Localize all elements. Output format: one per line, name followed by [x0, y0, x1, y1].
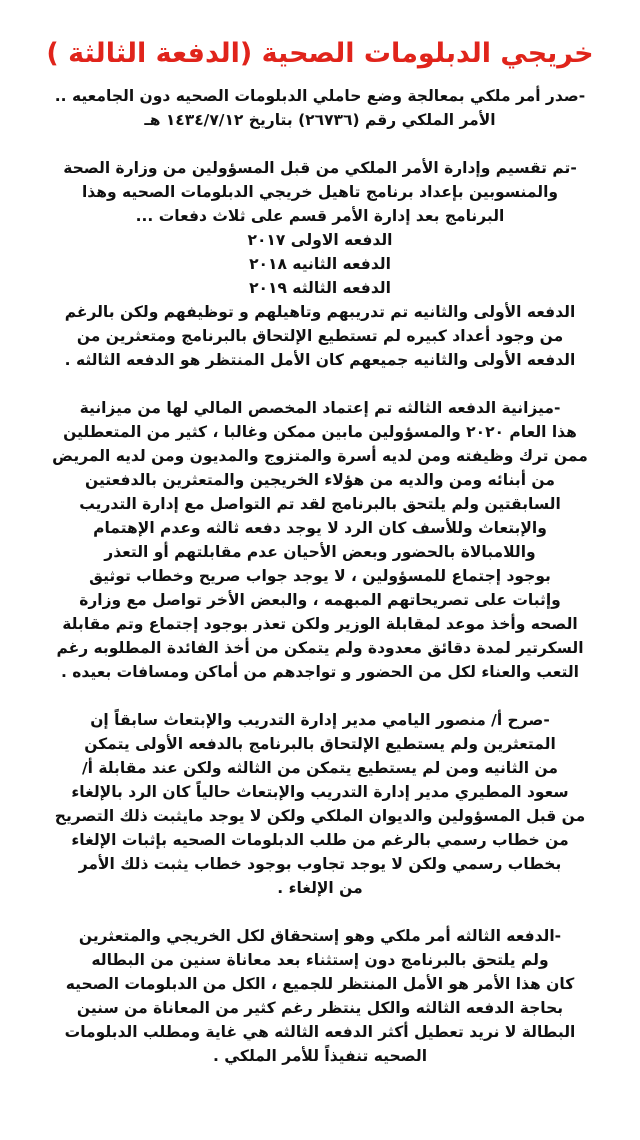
- text-line: وإثبات على تصريحاتهم المبهمه ، والبعض الأخر تواصل مع وزارة: [79, 591, 561, 609]
- text-line: الصحيه تنفيذاً للأمر الملكي .: [212, 1047, 428, 1065]
- text-line: من خطاب رسمي بالرغم من طلب الدبلومات الصحيه بإثبات الإلغاء: [71, 831, 569, 849]
- paragraph-gap: [18, 132, 622, 156]
- text-line: الدفعه الأولى والثانيه جميعهم كان الأمل المنتظر هو الدفعه الثالثه .: [64, 351, 576, 369]
- paragraph-3: [18, 396, 622, 684]
- text-line: بوجود إجتماع للمسؤولين ، لا يوجد جواب صريح وخطاب توثيق: [89, 567, 551, 585]
- text-line: من قبل المسؤولين والديوان الملكي ولكن لا يوجد مايثبت ذلك التصريح: [54, 807, 586, 825]
- text-line: البرنامج بعد إدارة الأمر قسم على ثلاث دفعات ...: [135, 207, 505, 225]
- text-line: كان هذا الأمر هو الأمل المنتظر للجميع ، الكل من الدبلومات الصحيه: [65, 975, 575, 993]
- text-line: -ميزانية الدفعه الثالثه تم إعتماد المخصص المالي لها من ميزانية: [79, 399, 561, 417]
- paragraph-4: [18, 708, 622, 900]
- text-line: ولم يلتحق بالبرنامج دون إستثناء بعد معاناة سنين من البطاله: [91, 951, 549, 969]
- text-line: الأمر الملكي رقم (٢٦٧٣٦) بتاريخ ١٤٣٤/٧/١٢ هـ: [144, 111, 496, 129]
- text-line: السكرتير لمدة دقائق معدودة ولم يتمكن من أخذ الفائدة المطلوبه رغم: [56, 639, 584, 657]
- text-line: السابقتين ولم يلتحق بالبرنامج لقد تم التواصل مع إدارة التدريب: [79, 495, 561, 513]
- text-line: بحاجة الدفعه الثالثه والكل ينتظر رغم كثير من المعاناة من سنين: [76, 999, 564, 1017]
- paragraph-gap: [18, 900, 622, 924]
- text-line: من وجود أعداد كبيره لم تستطيع الإلتحاق بالبرنامج ومتعثرين من: [76, 327, 564, 345]
- text-line: -صدر أمر ملكي بمعالجة وضع حاملي الدبلومات الصحيه دون الجامعيه ..: [54, 87, 586, 105]
- text-line: البطالة لا نريد تعطيل أكثر الدفعه الثالثه هي غاية ومطلب الدبلومات: [64, 1023, 576, 1041]
- text-line: الدفعه الثانيه ٢٠١٨: [249, 255, 391, 273]
- paragraph-2: [18, 156, 622, 372]
- text-line: من الثانيه ومن لم يستطيع يتمكن من الثالثه ولكن عند مقابلة أ/: [81, 759, 559, 777]
- text-line: -الدفعه الثالثه أمر ملكي وهو إستحقاق لكل الخريجي والمتعثرين: [78, 927, 562, 945]
- text-line: الدفعه الأولى والثانيه تم تدريبهم وتاهيلهم و توظيفهم ولكن بالرغم: [64, 303, 576, 321]
- text-line: سعود المطيري مدير إدارة التدريب والإبتعاث حالياً كان الرد بالإلغاء: [71, 783, 569, 801]
- text-line: الدفعه الثالثه ٢٠١٩: [249, 279, 391, 297]
- text-line: التعب والعناء لكل من الحضور و تواجدهم من أماكن ومسافات بعيده .: [60, 663, 579, 681]
- document-title: خريجي الدبلومات الصحية (الدفعة الثالثة ): [46, 38, 594, 69]
- document-body: [18, 84, 622, 1068]
- text-line: هذا العام ٢٠٢٠ والمسؤولين مابين ممكن وغالبا ، كثير من المتعطلين: [63, 423, 577, 441]
- text-line: -صرح أ/ منصور اليامي مدير إدارة التدريب والإبتعاث سابقاً إن: [90, 711, 550, 729]
- text-line: واللامبالاة بالحضور وبعض الأحيان عدم مقابلتهم أو التعذر: [104, 543, 536, 561]
- text-line: والمنسوبين بإعداد برنامج تاهيل خريجي الدبلومات الصحيه وهذا: [81, 183, 559, 201]
- text-line: بخطاب رسمي ولكن لا يوجد تجاوب بوجود خطاب يثبت ذلك الأمر: [78, 855, 562, 873]
- text-line: -تم تقسيم وإدارة الأمر الملكي من قبل المسؤولين من وزارة الصحة: [63, 159, 577, 177]
- text-line: من أبنائه ومن والديه من هؤلاء الخريجين والمتعثرين بالدفعتين: [85, 471, 555, 489]
- paragraph-5: [18, 924, 622, 1068]
- text-line: من الإلغاء .: [277, 879, 363, 897]
- text-line: الصحه وأخذ موعد لمقابلة الوزير ولكن تعذر بوجود إجتماع وتم مقابلة: [62, 615, 578, 633]
- paragraph-gap: [18, 372, 622, 396]
- text-line: ممن ترك وظيفته ومن لديه أسرة والمتزوج والمديون ومن لديه المريض: [52, 447, 588, 465]
- paragraph-1: [18, 84, 622, 132]
- text-line: والإبتعاث وللأسف كان الرد لا يوجد دفعه ثالثه وعدم الإهتمام: [93, 519, 547, 537]
- text-line: الدفعه الاولى ٢٠١٧: [247, 231, 393, 249]
- paragraph-gap: [18, 684, 622, 708]
- text-line: المتعثرين ولم يستطيع الإلتحاق بالبرنامج بالدفعه الأولى يتمكن: [84, 735, 556, 753]
